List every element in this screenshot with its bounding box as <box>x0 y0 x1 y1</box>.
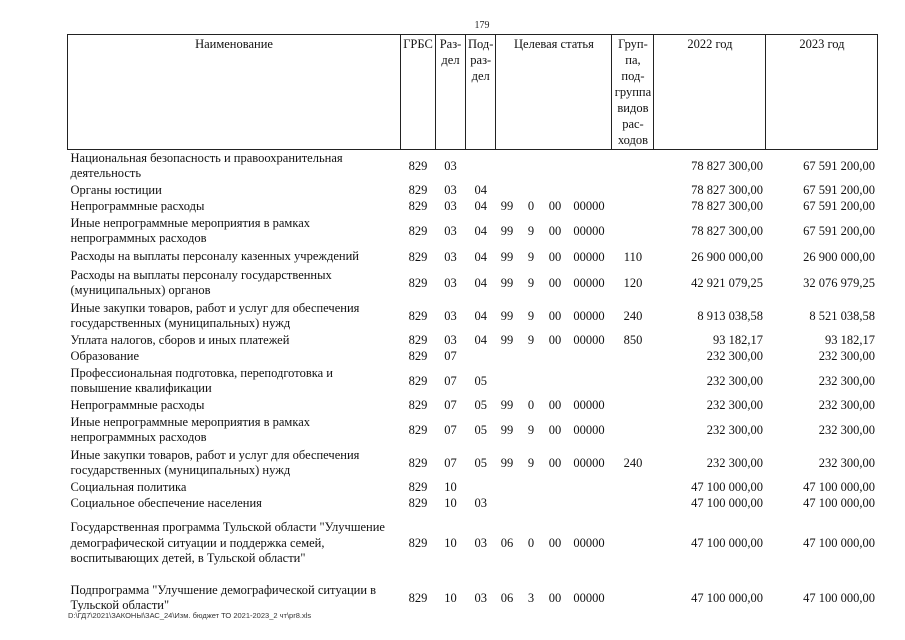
row-name: Иные закупки товаров, работ и услуг для обеспечения государственных (муниципальных) нужд <box>70 300 360 330</box>
row-name: Непрограммные расходы <box>70 397 205 412</box>
header-grbs: ГРБС <box>401 35 436 150</box>
row-amount-2023: 47 100 000,00 <box>803 590 875 605</box>
row-amount-2022: 47 100 000,00 <box>691 536 763 550</box>
row-amount-2023: 232 300,00 <box>818 422 875 437</box>
table-row <box>68 365 878 398</box>
row-podrazdel: 04 <box>474 223 487 238</box>
row-expense-type <box>612 480 654 496</box>
row-name: Социальная политика <box>70 479 187 494</box>
row-razdel: 07 <box>444 455 457 470</box>
row-podrazdel: 05 <box>474 398 487 412</box>
row-target-subprogram <box>518 183 544 199</box>
row-amount-2023: 67 591 200,00 <box>803 183 875 197</box>
row-target-direction: 00000 <box>573 455 605 470</box>
row-target-program: 99 <box>500 249 514 264</box>
row-name: Профессиональная подготовка, переподготовка и повышение квалификации <box>70 365 333 395</box>
table-row <box>68 199 878 215</box>
row-podrazdel: 05 <box>474 455 487 470</box>
row-name: Подпрограмма "Улучшение демографической ситуации в Тульской области" <box>70 582 377 612</box>
row-target-direction: 00000 <box>573 398 605 412</box>
row-target-subprogram <box>518 365 544 398</box>
row-amount-2022: 8 913 038,58 <box>697 308 763 323</box>
row-expense-type: 850 <box>623 333 643 347</box>
row-target-program: 99 <box>500 333 514 347</box>
row-target-main-measure: 00 <box>548 455 562 470</box>
row-razdel: 10 <box>444 536 457 550</box>
row-expense-type <box>612 496 654 512</box>
row-razdel: 03 <box>444 223 457 238</box>
row-grbs: 829 <box>408 349 428 363</box>
row-razdel: 07 <box>444 398 457 412</box>
row-target-program: 06 <box>500 536 514 550</box>
row-name: Иные закупки товаров, работ и услуг для обеспечения государственных (муниципальных) нужд <box>70 447 360 477</box>
row-razdel: 10 <box>444 480 457 494</box>
row-name: Расходы на выплаты персоналу государственных (муниципальных) органов <box>70 267 332 297</box>
row-target-subprogram <box>518 496 544 512</box>
row-name: Расходы на выплаты персоналу казенных учреждений <box>70 249 359 264</box>
row-target-direction <box>566 480 612 496</box>
row-target-direction: 00000 <box>573 422 605 437</box>
row-name: Государственная программа Тульской области "Улучшение демографической ситуации и поддержка семей, воспитывающих детей, в Тульской области" <box>70 520 385 566</box>
row-grbs: 829 <box>408 480 428 494</box>
row-target-subprogram <box>518 150 544 183</box>
row-grbs: 829 <box>408 199 428 213</box>
table-row <box>68 300 878 333</box>
row-expense-type <box>612 365 654 398</box>
row-target-program <box>496 365 518 398</box>
row-podrazdel: 04 <box>474 308 487 323</box>
header-razdel: Раз- дел <box>436 35 466 150</box>
row-amount-2023: 67 591 200,00 <box>803 158 875 173</box>
row-target-main-measure: 00 <box>548 249 562 264</box>
row-target-subprogram <box>518 480 544 496</box>
row-target-main-measure <box>544 480 566 496</box>
header-year-2022: 2022 год <box>654 35 766 150</box>
row-name: Иные непрограммные мероприятия в рамках непрограммных расходов <box>70 215 311 245</box>
row-target-direction <box>566 183 612 199</box>
row-grbs: 829 <box>408 398 428 412</box>
file-path-footer: D:\ГД7\2021\ЗАКОНЫ\ЗАС_24\Изм. бюджет ТО 2021-2023_2 чт\pr8.xls <box>68 611 312 620</box>
table-row <box>68 248 878 267</box>
row-expense-type <box>612 183 654 199</box>
row-target-subprogram: 0 <box>527 398 535 412</box>
row-podrazdel: 04 <box>474 183 487 197</box>
row-amount-2022: 78 827 300,00 <box>691 199 763 213</box>
table-row <box>68 267 878 300</box>
table-header-row <box>68 35 878 150</box>
table-row <box>68 349 878 365</box>
row-target-main-measure: 00 <box>548 422 562 437</box>
row-target-direction: 00000 <box>573 223 605 238</box>
row-podrazdel: 04 <box>474 199 487 213</box>
row-target-program: 06 <box>500 590 514 605</box>
row-amount-2022: 42 921 079,25 <box>691 275 763 290</box>
row-expense-type: 110 <box>623 249 643 264</box>
row-amount-2022: 232 300,00 <box>706 398 763 412</box>
row-target-main-measure: 00 <box>548 536 562 550</box>
row-razdel: 10 <box>444 496 457 510</box>
row-name: Социальное обеспечение населения <box>70 495 262 510</box>
row-target-program <box>496 349 518 365</box>
row-amount-2023: 232 300,00 <box>818 349 875 363</box>
row-grbs: 829 <box>408 249 428 264</box>
row-target-direction <box>566 349 612 365</box>
header-year-2023: 2023 год <box>766 35 878 150</box>
row-target-program: 99 <box>500 422 514 437</box>
row-amount-2022: 78 827 300,00 <box>691 223 763 238</box>
row-razdel: 03 <box>444 249 457 264</box>
row-expense-type: 120 <box>623 275 643 290</box>
table-row <box>68 414 878 447</box>
row-amount-2023: 93 182,17 <box>824 333 875 347</box>
row-name: Национальная безопасность и правоохранительная деятельность <box>70 150 343 181</box>
row-target-direction: 00000 <box>573 199 605 213</box>
header-target-article: Целевая статья <box>496 35 612 150</box>
row-podrazdel: 03 <box>474 536 487 550</box>
row-name: Образование <box>70 348 140 363</box>
row-target-main-measure <box>544 496 566 512</box>
row-target-direction: 00000 <box>573 536 605 550</box>
row-target-direction: 00000 <box>573 249 605 264</box>
budget-table <box>67 34 878 621</box>
row-target-subprogram: 0 <box>527 199 535 213</box>
row-expense-type: 240 <box>623 455 643 470</box>
row-expense-type: 240 <box>623 308 643 323</box>
row-podrazdel: 03 <box>474 496 487 510</box>
row-amount-2022: 26 900 000,00 <box>691 249 763 264</box>
row-grbs: 829 <box>408 183 428 197</box>
row-amount-2023: 232 300,00 <box>818 373 875 388</box>
row-amount-2022: 232 300,00 <box>706 422 763 437</box>
row-expense-type <box>612 349 654 365</box>
row-target-main-measure: 00 <box>548 308 562 323</box>
row-name: Непрограммные расходы <box>70 198 205 213</box>
row-target-main-measure <box>544 365 566 398</box>
row-amount-2022: 47 100 000,00 <box>691 480 763 494</box>
row-podrazdel: 04 <box>474 333 487 347</box>
row-podrazdel: 03 <box>474 590 487 605</box>
row-grbs: 829 <box>408 536 428 550</box>
row-podrazdel <box>466 349 496 365</box>
row-target-main-measure: 00 <box>548 333 562 347</box>
row-target-program: 99 <box>500 398 514 412</box>
row-grbs: 829 <box>408 455 428 470</box>
header-expense-group: Груп- па, под- группа видов рас- ходов <box>612 35 654 150</box>
row-target-subprogram: 9 <box>527 422 535 437</box>
row-podrazdel: 04 <box>474 275 487 290</box>
row-amount-2022: 93 182,17 <box>712 333 763 347</box>
row-razdel: 03 <box>444 308 457 323</box>
row-grbs: 829 <box>408 333 428 347</box>
table-row <box>68 333 878 349</box>
row-target-main-measure <box>544 349 566 365</box>
row-podrazdel <box>466 150 496 183</box>
row-target-direction: 00000 <box>573 308 605 323</box>
row-grbs: 829 <box>408 158 428 173</box>
table-row <box>68 447 878 480</box>
row-target-direction: 00000 <box>573 333 605 347</box>
row-grbs: 829 <box>408 373 428 388</box>
row-target-direction <box>566 496 612 512</box>
row-amount-2023: 232 300,00 <box>818 455 875 470</box>
row-razdel: 07 <box>444 373 457 388</box>
row-expense-type <box>612 398 654 414</box>
row-target-main-measure <box>544 183 566 199</box>
row-razdel: 03 <box>444 275 457 290</box>
table-row <box>68 150 878 183</box>
row-amount-2023: 67 591 200,00 <box>803 199 875 213</box>
row-amount-2022: 78 827 300,00 <box>691 183 763 197</box>
table-row <box>68 183 878 199</box>
row-amount-2022: 232 300,00 <box>706 349 763 363</box>
row-target-direction: 00000 <box>573 590 605 605</box>
table-row <box>68 480 878 496</box>
row-grbs: 829 <box>408 308 428 323</box>
row-target-subprogram: 9 <box>527 275 535 290</box>
row-target-subprogram: 9 <box>527 333 535 347</box>
row-amount-2022: 232 300,00 <box>706 455 763 470</box>
row-razdel: 03 <box>444 333 457 347</box>
row-expense-type <box>612 576 654 621</box>
row-razdel: 07 <box>444 422 457 437</box>
row-amount-2022: 47 100 000,00 <box>691 590 763 605</box>
row-target-subprogram: 0 <box>527 536 535 550</box>
row-target-subprogram: 3 <box>527 590 535 605</box>
row-razdel: 10 <box>444 590 457 605</box>
row-target-program <box>496 150 518 183</box>
row-target-direction: 00000 <box>573 275 605 290</box>
row-razdel: 03 <box>444 199 457 213</box>
row-target-program <box>496 480 518 496</box>
row-grbs: 829 <box>408 590 428 605</box>
row-grbs: 829 <box>408 422 428 437</box>
row-amount-2023: 47 100 000,00 <box>803 496 875 510</box>
header-name: Наименование <box>68 35 401 150</box>
row-podrazdel: 05 <box>474 422 487 437</box>
row-razdel: 03 <box>444 158 457 173</box>
row-razdel: 03 <box>444 183 457 197</box>
row-target-subprogram: 9 <box>527 249 535 264</box>
row-target-program <box>496 183 518 199</box>
table-row <box>68 496 878 512</box>
row-podrazdel: 05 <box>474 373 487 388</box>
row-amount-2022: 78 827 300,00 <box>691 158 763 173</box>
row-target-program: 99 <box>500 275 514 290</box>
row-podrazdel: 04 <box>474 249 487 264</box>
row-target-program: 99 <box>500 308 514 323</box>
row-name: Органы юстиции <box>70 182 162 197</box>
header-podrazdel: Под- раз- дел <box>466 35 496 150</box>
row-amount-2023: 8 521 038,58 <box>809 308 875 323</box>
row-grbs: 829 <box>408 275 428 290</box>
row-target-subprogram: 9 <box>527 455 535 470</box>
row-expense-type <box>612 199 654 215</box>
row-target-program: 99 <box>500 455 514 470</box>
row-razdel: 07 <box>444 349 457 363</box>
row-target-main-measure <box>544 150 566 183</box>
row-target-subprogram: 9 <box>527 223 535 238</box>
row-target-main-measure: 00 <box>548 199 562 213</box>
row-grbs: 829 <box>408 496 428 510</box>
row-amount-2023: 32 076 979,25 <box>803 275 875 290</box>
row-amount-2022: 47 100 000,00 <box>691 496 763 510</box>
table-row <box>68 398 878 414</box>
row-amount-2023: 47 100 000,00 <box>803 536 875 550</box>
row-target-direction <box>566 365 612 398</box>
row-amount-2023: 26 900 000,00 <box>803 249 875 264</box>
row-target-direction <box>566 150 612 183</box>
row-target-main-measure: 00 <box>548 398 562 412</box>
row-podrazdel <box>466 480 496 496</box>
row-expense-type <box>612 215 654 248</box>
row-name: Иные непрограммные мероприятия в рамках непрограммных расходов <box>70 414 311 444</box>
row-target-subprogram <box>518 349 544 365</box>
row-amount-2023: 67 591 200,00 <box>803 223 875 238</box>
table-row <box>68 215 878 248</box>
row-amount-2023: 47 100 000,00 <box>803 480 875 494</box>
row-target-main-measure: 00 <box>548 223 562 238</box>
row-amount-2023: 232 300,00 <box>818 398 875 412</box>
row-target-main-measure: 00 <box>548 590 562 605</box>
row-target-program <box>496 496 518 512</box>
row-target-program: 99 <box>500 223 514 238</box>
row-expense-type <box>612 150 654 183</box>
row-amount-2022: 232 300,00 <box>706 373 763 388</box>
table-row <box>68 512 878 576</box>
row-expense-type <box>612 414 654 447</box>
row-expense-type <box>612 512 654 576</box>
page-number: 179 <box>474 20 490 31</box>
row-name: Уплата налогов, сборов и иных платежей <box>70 332 290 347</box>
row-grbs: 829 <box>408 223 428 238</box>
row-target-main-measure: 00 <box>548 275 562 290</box>
row-target-subprogram: 9 <box>527 308 535 323</box>
row-target-program: 99 <box>500 199 514 213</box>
